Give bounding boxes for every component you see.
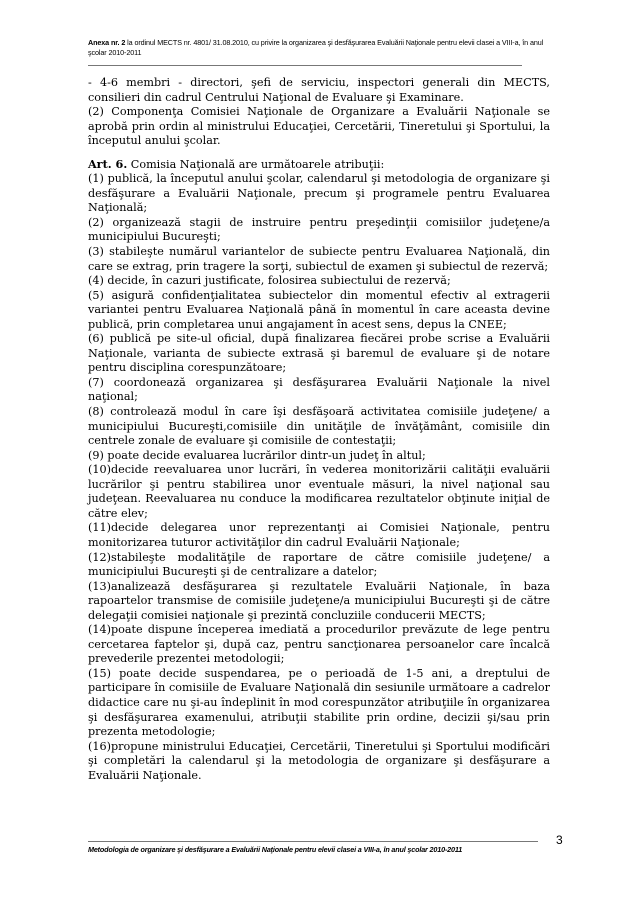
header-divider [88,65,522,66]
article-item-5: (5) asigură confidenţialitatea subiectelor din momentul efectiv al extragerii variantei pentru Evaluarea Naţională până în momentul în care aceasta devine publică, prin completarea unui angajament în acest sens, depus la CNEE; [88,288,550,331]
article-item-6: (6) publică pe site-ul oficial, după finalizarea fiecărei probe scrise a Evaluării Naţionale, varianta de subiecte extrasă şi baremul de evaluare şi de notare pentru disciplina corespunzătoare; [88,332,550,375]
page-header [88,38,550,58]
article-6-heading [88,157,550,173]
annex-description: la ordinul MECTS nr. 4801/ 31.08.2010, cu privire la organizarea şi desfăşurarea Evaluării Naţionale pentru elevii clasei a VIII-a, în anul şcolar 2010-2011 [88,38,544,57]
article-item-4: (4) decide, în cazuri justificate, folosirea subiectului de rezervă; [88,274,451,288]
article-item-11: (11)decide delegarea unor reprezentanţi ai Comisiei Naţionale, pentru monitorizarea tuturor activităţilor din cadrul Evaluării Naţionale; [88,521,550,549]
article-item-2: (2) organizează stagii de instruire pentru preşedinţii comisiilor judeţene/a municipiului Bucureşti; [88,215,550,244]
annex-label: Anexa nr. 2 [88,38,126,47]
page-footer: Metodologia de organizare şi desfăşurare a Evaluării Naţionale pentru elevii clasei a VIII-a, în anul şcolar 2010-2011 [88,845,463,854]
footer-divider [88,841,538,842]
paragraph-composition: (2) Componenţa Comisiei Naţionale de Organizare a Evaluării Naţionale se aprobă prin ordin al ministrului Educaţiei, Cercetării, Tineretului şi Sportului, la începutul anului şcolar. [88,105,550,148]
article-item-8: (8) controlează modul în care îşi desfăşoară activitatea comisiile judeţene/ a municipiului Bucureşti,comisiile din unităţile de învăţământ, comisiile din centrele zonale de evaluare şi comisiile de contestaţii; [88,405,550,448]
article-item-9: (9) poate decide evaluarea lucrărilor dintr-un judeţ în altul; [88,448,426,462]
article-item-14: (14)poate dispune începerea imediată a procedurilor prevăzute de lege pentru cercetarea faptelor şi, după caz, pentru sancţionarea persoanelor care încalcă prevederile prezentei metodologii; [88,623,550,666]
article-item-7: (7) coordonează organizarea şi desfăşurarea Evaluării Naţionale la nivel naţional; [88,375,550,404]
article-item-12: (12)stabileşte modalităţile de raportare de către comisiile judeţene/ a municipiului Bucureşti şi de centralizare a datelor; [88,550,550,579]
article-label: Art. 6. [88,156,128,171]
page-number: 3 [556,833,563,847]
article-item-3: (3) stabileşte numărul variantelor de subiecte pentru Evaluarea Naţională, din care se extrag, prin tragere la sorţi, subiectul de examen şi subiectul de rezervă; [88,245,550,273]
article-intro: Comisia Naţională are următoarele atribuţii: [127,157,385,171]
article-item-15: (15) poate decide suspendarea, pe o perioadă de 1-5 ani, a dreptului de participare în comisiile de Evaluare Naţională din sesiunile următoare a cadrelor didactice care nu şi-au îndeplinit în mod corespunzător atribuţiile în organizarea şi desfăşurarea examenului, atribuţii stabilite prin ordine, decizii şi/sau prin prezenta metodologie; [88,666,550,739]
paragraph-gap [88,149,550,157]
paragraph-members: - 4-6 membri - directori, şefi de serviciu, inspectori generali din MECTS, consilieri din cadrul Centrului Naţional de Evaluare şi Examinare. [88,76,550,104]
article-item-1: (1) publică, la începutul anului şcolar, calendarul şi metodologia de organizare şi desfăşurare a Evaluării Naţionale, precum şi programele pentru Evaluarea Naţională; [88,172,550,215]
document-body [88,76,550,783]
article-item-13: (13)analizează desfăşurarea şi rezultatele Evaluării Naţionale, în baza rapoartelor transmise de comisiile judeţene/a municipiului Bucureşti şi de către delegaţii comisiei naţionale şi prezintă concluziile conducerii MECTS; [88,579,550,622]
article-item-10: (10)decide reevaluarea unor lucrări, în vederea monitorizării calităţii evaluării lucrărilor şi pentru stabilirea unor eventuale măsuri, la nivel naţional sau judeţean. Reevaluarea nu conduce la modificarea rezultatelor obţinute iniţial de către elev; [88,463,550,520]
article-item-16: (16)propune ministrului Educaţiei, Cercetării, Tineretului şi Sportului modificări şi completări la calendarul şi la metodologia de organizare şi desfăşurare a Evaluării Naţionale. [88,739,550,782]
